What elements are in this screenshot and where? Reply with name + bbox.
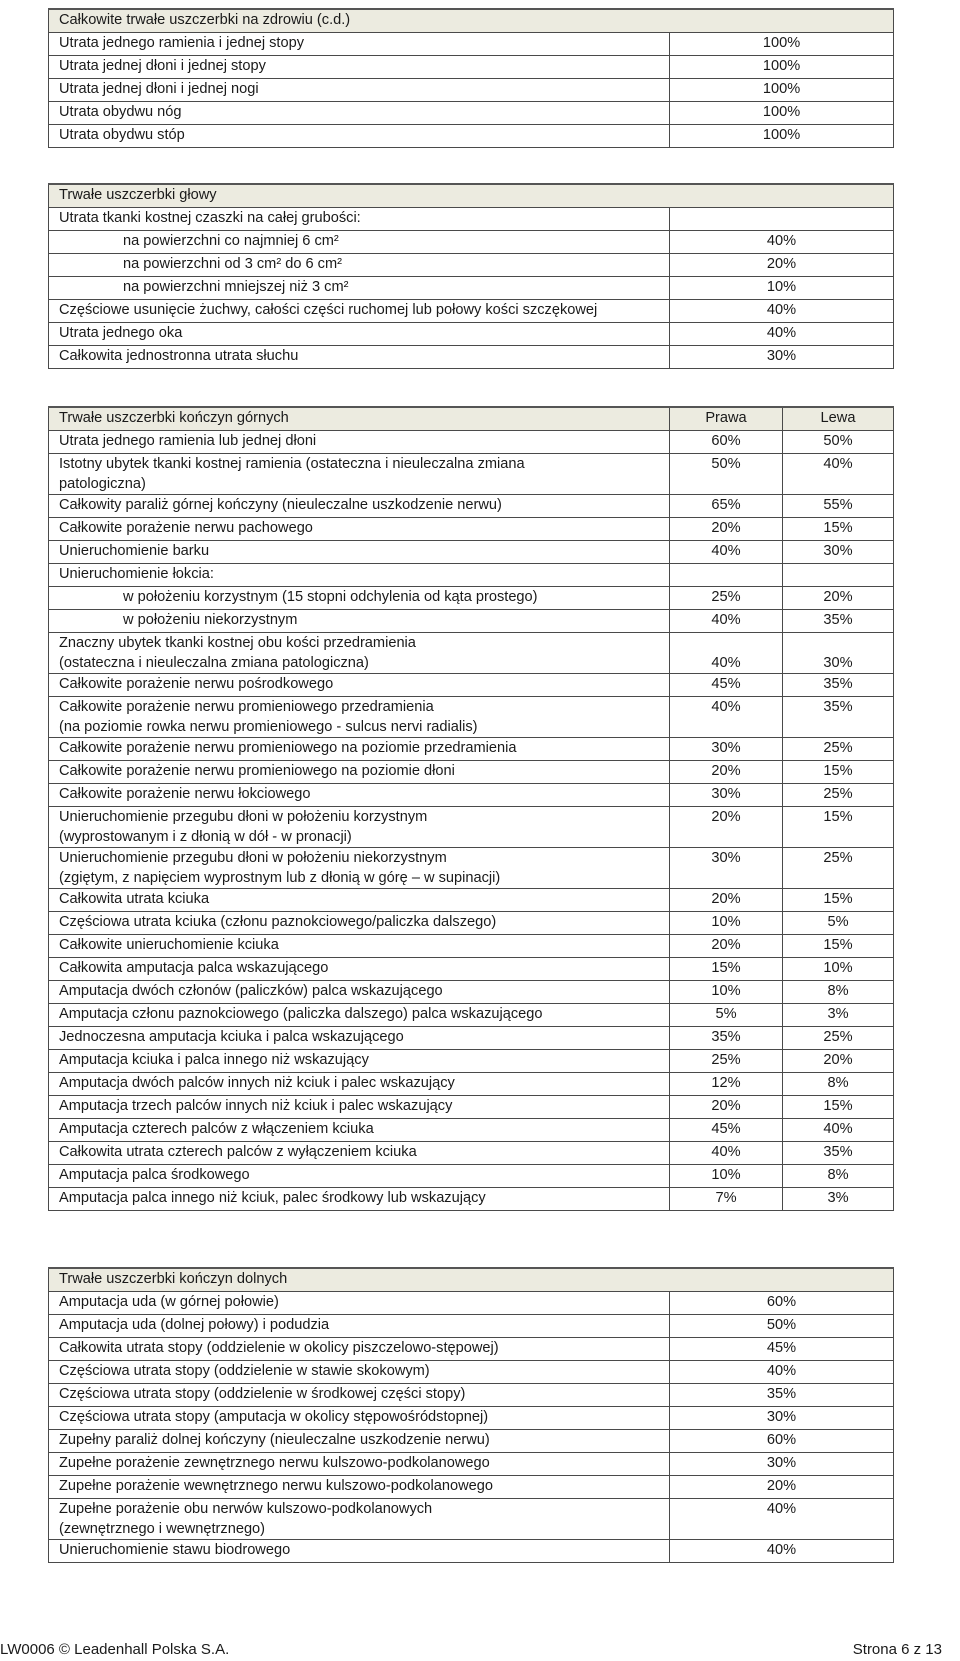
row-label <box>49 912 670 935</box>
table-row <box>49 1004 894 1027</box>
row-label: Utrata jednego ramienia i jednej stopy <box>49 33 670 56</box>
row-label-text: na powierzchni mniejszej niż 3 cm² <box>123 279 349 295</box>
row-label <box>49 1499 670 1540</box>
table-row <box>49 1292 894 1315</box>
table-row <box>49 495 894 518</box>
row-label-line: Całkowita utrata kciuka <box>59 891 210 907</box>
row-label <box>49 1407 670 1430</box>
row-value: 40% <box>670 231 894 254</box>
row-label-line: Zupełny paraliż dolnej kończyny (nieuleczalne uszkodzenie nerwu) <box>59 1432 490 1448</box>
row-label-line: Amputacja kciuka i palca innego niż wskazujący <box>59 1052 369 1068</box>
row-value-right: 40% <box>670 1142 783 1165</box>
row-label <box>49 807 670 848</box>
row-value-right: 40% <box>670 610 783 633</box>
table-row <box>49 79 894 102</box>
row-label-line: Całkowite porażenie nerwu promieniowego przedramienia <box>59 699 434 715</box>
row-value-right: 60% <box>670 431 783 454</box>
row-label-line: Całkowite porażenie nerwu pośrodkowego <box>59 676 334 692</box>
row-value-right: 30% <box>670 848 783 889</box>
row-value-right: 35% <box>670 1027 783 1050</box>
row-label <box>49 981 670 1004</box>
row-value-left: 25% <box>783 1027 894 1050</box>
row-label-line: Unieruchomienie przegubu dłoni w położeniu niekorzystnym <box>59 850 447 866</box>
row-value-right: 5% <box>670 1004 783 1027</box>
row-value-left: 50% <box>783 431 894 454</box>
row-label: Utrata tkanki kostnej czaszki na całej grubości: <box>49 208 670 231</box>
row-label-line: Całkowite porażenie nerwu promieniowego na poziomie przedramienia <box>59 740 517 756</box>
row-value-left: 25% <box>783 738 894 761</box>
row-label <box>49 1165 670 1188</box>
row-value-left: 40% <box>783 454 894 495</box>
row-label-line: Amputacja palca środkowego <box>59 1167 250 1183</box>
row-value: 30% <box>670 1407 894 1430</box>
row-value <box>670 208 894 231</box>
row-value-left: 40% <box>783 1119 894 1142</box>
row-value-right: 15% <box>670 958 783 981</box>
table-row <box>49 1050 894 1073</box>
row-value-left: 35% <box>783 1142 894 1165</box>
row-value-left: 8% <box>783 981 894 1004</box>
table-row <box>49 102 894 125</box>
row-label <box>49 1476 670 1499</box>
row-label-line: Amputacja dwóch członów (paliczków) palca wskazującego <box>59 983 443 999</box>
row-value-left: 25% <box>783 784 894 807</box>
row-label <box>49 431 670 454</box>
row-value: 100% <box>670 33 894 56</box>
row-label: Całkowita jednostronna utrata słuchu <box>49 346 670 369</box>
row-label <box>49 231 670 254</box>
row-value-left: 35% <box>783 674 894 697</box>
row-value-left: 8% <box>783 1165 894 1188</box>
row-label-line: patologiczna) <box>59 476 146 492</box>
row-label-line: Amputacja uda (dolnej połowy) i podudzia <box>59 1317 330 1333</box>
table-row <box>49 697 894 738</box>
table-row <box>49 125 894 148</box>
table-row <box>49 633 894 674</box>
row-label-line: Całkowity paraliż górnej kończyny (nieuleczalne uszkodzenie nerwu) <box>59 497 502 513</box>
row-label-line: Utrata jednego ramienia lub jednej dłoni <box>59 433 317 449</box>
row-value-left: 25% <box>783 848 894 889</box>
row-label-line: Całkowita utrata czterech palców z wyłączeniem kciuka <box>59 1144 417 1160</box>
row-value-left: 20% <box>783 587 894 610</box>
table-row <box>49 738 894 761</box>
row-value-right: 30% <box>670 784 783 807</box>
row-label: Utrata obydwu stóp <box>49 125 670 148</box>
row-value: 100% <box>670 79 894 102</box>
row-label-line: Jednoczesna amputacja kciuka i palca wskazującego <box>59 1029 404 1045</box>
row-label <box>49 1073 670 1096</box>
row-label <box>49 1540 670 1563</box>
row-value-right: 50% <box>670 454 783 495</box>
row-label: Utrata jednego oka <box>49 323 670 346</box>
row-label <box>49 277 670 300</box>
row-label <box>49 1384 670 1407</box>
table-row <box>49 208 894 231</box>
row-label <box>49 1338 670 1361</box>
table-row <box>49 1315 894 1338</box>
table-header-row <box>49 9 894 33</box>
table-row <box>49 431 894 454</box>
row-label-line: Amputacja trzech palców innych niż kciuk i palec wskazujący <box>59 1098 453 1114</box>
table-header-row <box>49 407 894 431</box>
row-label-line: Amputacja dwóch palców innych niż kciuk i palec wskazujący <box>59 1075 455 1091</box>
row-value: 30% <box>670 1453 894 1476</box>
table-row <box>49 56 894 79</box>
table-row <box>49 1407 894 1430</box>
row-label-line: w położeniu korzystnym (15 stopni odchylenia od kąta prostego) <box>123 589 538 605</box>
row-label <box>49 1096 670 1119</box>
section-heading: Trwałe uszczerbki kończyn dolnych <box>49 1268 894 1292</box>
row-label <box>49 1292 670 1315</box>
row-label-line: Istotny ubytek tkanki kostnej ramienia (ostateczna i nieuleczalna zmiana <box>59 456 525 472</box>
row-value-left: 5% <box>783 912 894 935</box>
row-label <box>49 889 670 912</box>
row-label-line: Całkowite porażenie nerwu łokciowego <box>59 786 311 802</box>
table-row <box>49 1540 894 1563</box>
row-value: 100% <box>670 125 894 148</box>
row-label <box>49 848 670 889</box>
row-label <box>49 1050 670 1073</box>
row-label: Utrata obydwu nóg <box>49 102 670 125</box>
row-label-line: Całkowita utrata stopy (oddzielenie w okolicy piszczelowo-stępowej) <box>59 1340 499 1356</box>
row-label <box>49 541 670 564</box>
table-row <box>49 323 894 346</box>
row-label-text: na powierzchni co najmniej 6 cm² <box>123 233 339 249</box>
row-value-left: 15% <box>783 889 894 912</box>
row-label: Utrata jednej dłoni i jednej stopy <box>49 56 670 79</box>
row-label <box>49 674 670 697</box>
row-value-right: 45% <box>670 674 783 697</box>
row-value-right: 7% <box>670 1188 783 1211</box>
row-label-line: Całkowite unieruchomienie kciuka <box>59 937 279 953</box>
table-row <box>49 454 894 495</box>
row-label <box>49 1188 670 1211</box>
row-value: 60% <box>670 1430 894 1453</box>
footer-page-number: Strona 6 z 13 <box>852 1641 942 1658</box>
row-value: 35% <box>670 1384 894 1407</box>
row-label <box>49 1430 670 1453</box>
row-label-line: Amputacja czterech palców z włączeniem kciuka <box>59 1121 374 1137</box>
row-label <box>49 587 670 610</box>
row-value: 45% <box>670 1338 894 1361</box>
row-label <box>49 518 670 541</box>
table-row <box>49 1476 894 1499</box>
row-value-left: 30% <box>783 541 894 564</box>
row-value: 20% <box>670 1476 894 1499</box>
row-label-line: (zewnętrznego i wewnętrznego) <box>59 1521 266 1537</box>
lower-limb-rows <box>49 1292 894 1563</box>
footer-copyright: LW0006 © Leadenhall Polska S.A. <box>0 1641 230 1658</box>
row-value-left: 10% <box>783 958 894 981</box>
row-label-line: Częściowa utrata kciuka (członu paznokciowego/paliczka dalszego) <box>59 914 497 930</box>
row-value-left: 3% <box>783 1188 894 1211</box>
row-label: Utrata jednej dłoni i jednej nogi <box>49 79 670 102</box>
row-value-right: 65% <box>670 495 783 518</box>
row-value: 40% <box>670 1499 894 1540</box>
row-value-left: 15% <box>783 761 894 784</box>
table-upper-limb-injuries <box>48 406 894 1211</box>
row-label-line: Unieruchomienie łokcia: <box>59 566 214 582</box>
table-header-row <box>49 1268 894 1292</box>
table-lower-limb-injuries <box>48 1267 894 1563</box>
table-row <box>49 1430 894 1453</box>
row-value-right: 10% <box>670 1165 783 1188</box>
table-row <box>49 1142 894 1165</box>
table-row <box>49 674 894 697</box>
table-row <box>49 807 894 848</box>
row-value-right: 12% <box>670 1073 783 1096</box>
row-value: 30% <box>670 346 894 369</box>
row-value: 40% <box>670 323 894 346</box>
row-label-line: (na poziomie rowka nerwu promieniowego - sulcus nervi radialis) <box>59 719 478 735</box>
table-row <box>49 784 894 807</box>
row-value-right: 20% <box>670 518 783 541</box>
table-row <box>49 1165 894 1188</box>
table-row <box>49 587 894 610</box>
table-header-row <box>49 184 894 208</box>
row-label-line: Amputacja palca innego niż kciuk, palec środkowy lub wskazujący <box>59 1190 486 1206</box>
row-label <box>49 1361 670 1384</box>
row-value-right: 25% <box>670 587 783 610</box>
row-value-right: 25% <box>670 1050 783 1073</box>
row-label <box>49 254 670 277</box>
row-label-line: Zupełne porażenie wewnętrznego nerwu kulszowo-podkolanowego <box>59 1478 494 1494</box>
table-row <box>49 889 894 912</box>
row-label-line: w położeniu niekorzystnym <box>123 612 298 628</box>
row-value-left: 35% <box>783 697 894 738</box>
row-value-right: 20% <box>670 761 783 784</box>
table-head-injuries <box>48 183 894 369</box>
table-row <box>49 231 894 254</box>
table-row <box>49 518 894 541</box>
table-row <box>49 33 894 56</box>
row-value-left: 15% <box>783 807 894 848</box>
row-label <box>49 1027 670 1050</box>
table-row <box>49 1188 894 1211</box>
row-value-left: 35% <box>783 610 894 633</box>
row-label <box>49 633 670 674</box>
row-value-left: 3% <box>783 1004 894 1027</box>
row-label-line: Zupełne porażenie obu nerwów kulszowo-podkolanowych <box>59 1501 433 1517</box>
row-label: Częściowe usunięcie żuchwy, całości części ruchomej lub połowy kości szczękowej <box>49 300 670 323</box>
row-value-left: 30% <box>783 633 894 674</box>
row-value-right: 40% <box>670 633 783 674</box>
row-label <box>49 1119 670 1142</box>
row-label-line: Znaczny ubytek tkanki kostnej obu kości przedramienia <box>59 635 416 651</box>
table-row <box>49 1361 894 1384</box>
row-label <box>49 761 670 784</box>
row-label-line: (wyprostowanym i z dłonią w dół - w pronacji) <box>59 829 352 845</box>
row-label <box>49 495 670 518</box>
table-permanent-total-injuries <box>48 8 894 148</box>
row-value-left <box>783 564 894 587</box>
table-row <box>49 1384 894 1407</box>
row-value-left: 8% <box>783 1073 894 1096</box>
table-row <box>49 935 894 958</box>
row-value-right: 40% <box>670 541 783 564</box>
table-row <box>49 1499 894 1540</box>
table-row <box>49 981 894 1004</box>
table-row <box>49 564 894 587</box>
table-row <box>49 1096 894 1119</box>
row-label <box>49 784 670 807</box>
row-value-left: 15% <box>783 935 894 958</box>
row-value-right: 10% <box>670 981 783 1004</box>
section-heading: Trwałe uszczerbki kończyn górnych <box>49 407 670 431</box>
row-value-left: 55% <box>783 495 894 518</box>
row-label <box>49 610 670 633</box>
table-row <box>49 1073 894 1096</box>
table-row <box>49 958 894 981</box>
row-label <box>49 935 670 958</box>
row-value-right: 45% <box>670 1119 783 1142</box>
row-label-line: Całkowita amputacja palca wskazującego <box>59 960 329 976</box>
table-row <box>49 912 894 935</box>
row-value-left: 15% <box>783 1096 894 1119</box>
row-value: 10% <box>670 277 894 300</box>
row-value-right: 20% <box>670 807 783 848</box>
table-row <box>49 610 894 633</box>
row-label <box>49 1453 670 1476</box>
section-heading: Całkowite trwałe uszczerbki na zdrowiu (c.d.) <box>49 9 894 33</box>
row-label-line: Częściowa utrata stopy (oddzielenie w środkowej części stopy) <box>59 1386 466 1402</box>
row-label-line: Zupełne porażenie zewnętrznego nerwu kulszowo-podkolanowego <box>59 1455 490 1471</box>
row-label <box>49 697 670 738</box>
table-row <box>49 541 894 564</box>
section-heading: Trwałe uszczerbki głowy <box>49 184 894 208</box>
row-value-right <box>670 564 783 587</box>
table-row <box>49 1027 894 1050</box>
row-value-right: 10% <box>670 912 783 935</box>
table-row <box>49 848 894 889</box>
row-value-right: 40% <box>670 697 783 738</box>
row-value: 100% <box>670 102 894 125</box>
row-label-line: Całkowite porażenie nerwu pachowego <box>59 520 313 536</box>
row-label-line: Unieruchomienie przegubu dłoni w położeniu korzystnym <box>59 809 428 825</box>
row-value-right: 20% <box>670 889 783 912</box>
table-row <box>49 346 894 369</box>
row-label-line: (ostateczna i nieuleczalna zmiana patologiczna) <box>59 655 369 671</box>
row-label <box>49 1004 670 1027</box>
table-row <box>49 1119 894 1142</box>
row-value: 40% <box>670 300 894 323</box>
row-label-line: Unieruchomienie barku <box>59 543 210 559</box>
row-value: 60% <box>670 1292 894 1315</box>
row-label-line: Całkowite porażenie nerwu promieniowego na poziomie dłoni <box>59 763 455 779</box>
row-label-text: na powierzchni od 3 cm² do 6 cm² <box>123 256 342 272</box>
row-value-left: 15% <box>783 518 894 541</box>
row-label-line: (zgiętym, z napięciem wyprostnym lub z dłonią w górę – w supinacji) <box>59 870 501 886</box>
table-row <box>49 761 894 784</box>
row-value-right: 30% <box>670 738 783 761</box>
row-label-line: Amputacja uda (w górnej połowie) <box>59 1294 279 1310</box>
row-label-line: Częściowa utrata stopy (oddzielenie w stawie skokowym) <box>59 1363 430 1379</box>
row-value-right: 20% <box>670 935 783 958</box>
row-label <box>49 738 670 761</box>
row-label <box>49 958 670 981</box>
row-label <box>49 1142 670 1165</box>
row-label <box>49 1315 670 1338</box>
row-value: 20% <box>670 254 894 277</box>
row-label-line: Amputacja członu paznokciowego (paliczka dalszego) palca wskazującego <box>59 1006 543 1022</box>
table-row <box>49 254 894 277</box>
row-label-line: Unieruchomienie stawu biodrowego <box>59 1542 291 1558</box>
table-row <box>49 1338 894 1361</box>
row-value-left: 20% <box>783 1050 894 1073</box>
row-value: 100% <box>670 56 894 79</box>
row-label <box>49 454 670 495</box>
column-header-left: Lewa <box>783 407 894 431</box>
upper-limb-rows <box>49 431 894 1211</box>
row-value: 40% <box>670 1540 894 1563</box>
row-label-line: Częściowa utrata stopy (amputacja w okolicy stępowośródstopnej) <box>59 1409 489 1425</box>
row-value-right: 20% <box>670 1096 783 1119</box>
row-value: 50% <box>670 1315 894 1338</box>
row-value: 40% <box>670 1361 894 1384</box>
table-row <box>49 277 894 300</box>
table-row <box>49 300 894 323</box>
table-row <box>49 1453 894 1476</box>
row-label <box>49 564 670 587</box>
column-header-right: Prawa <box>670 407 783 431</box>
